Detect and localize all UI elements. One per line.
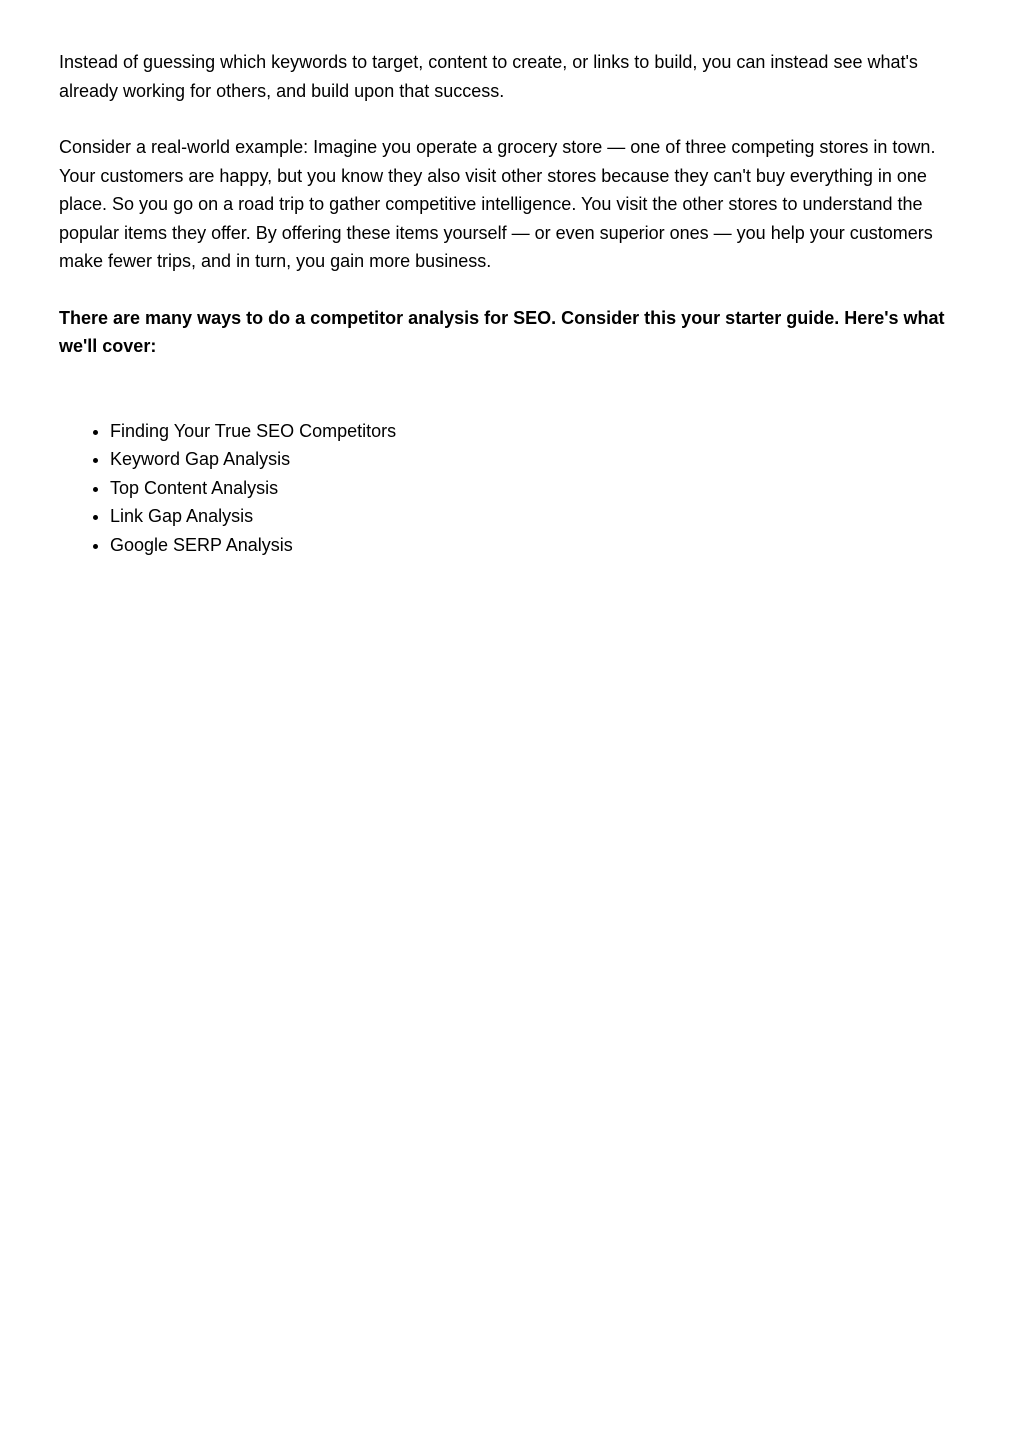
table-of-contents [59,417,959,560]
toc-item-link-gap: • Link Gap Analysis [110,502,959,531]
toc-item-top-content: • Top Content Analysis [110,474,959,503]
document-body [59,48,959,555]
intro-paragraph: Instead of guessing which keywords to target, content to create, or links to build, you can instead see what's already working for others, and build upon that success. [59,52,918,101]
guide-overview-heading: There are many ways to do a competitor analysis for SEO. Consider this your starter guide. Here's what we'll cover: [59,307,945,356]
toc-item-finding-competitors: • Finding Your True SEO Competitors [110,417,959,446]
toc-item-serp-analysis: • Google SERP Analysis [110,531,959,560]
toc-item-keyword-gap: • Keyword Gap Analysis [110,445,959,474]
example-paragraph: Consider a real-world example: Imagine you operate a grocery store — one of three competing stores in town. Your customers are happy, but you know they also visit other stores because they can't buy everything in one place. So you go on a road trip to gather competitive intelligence. You visit the other stores to understand the popular items they offer. By offering these items yourself — or even superior ones — you help your customers make fewer trips, and in turn, you gain more business. [59,137,936,271]
